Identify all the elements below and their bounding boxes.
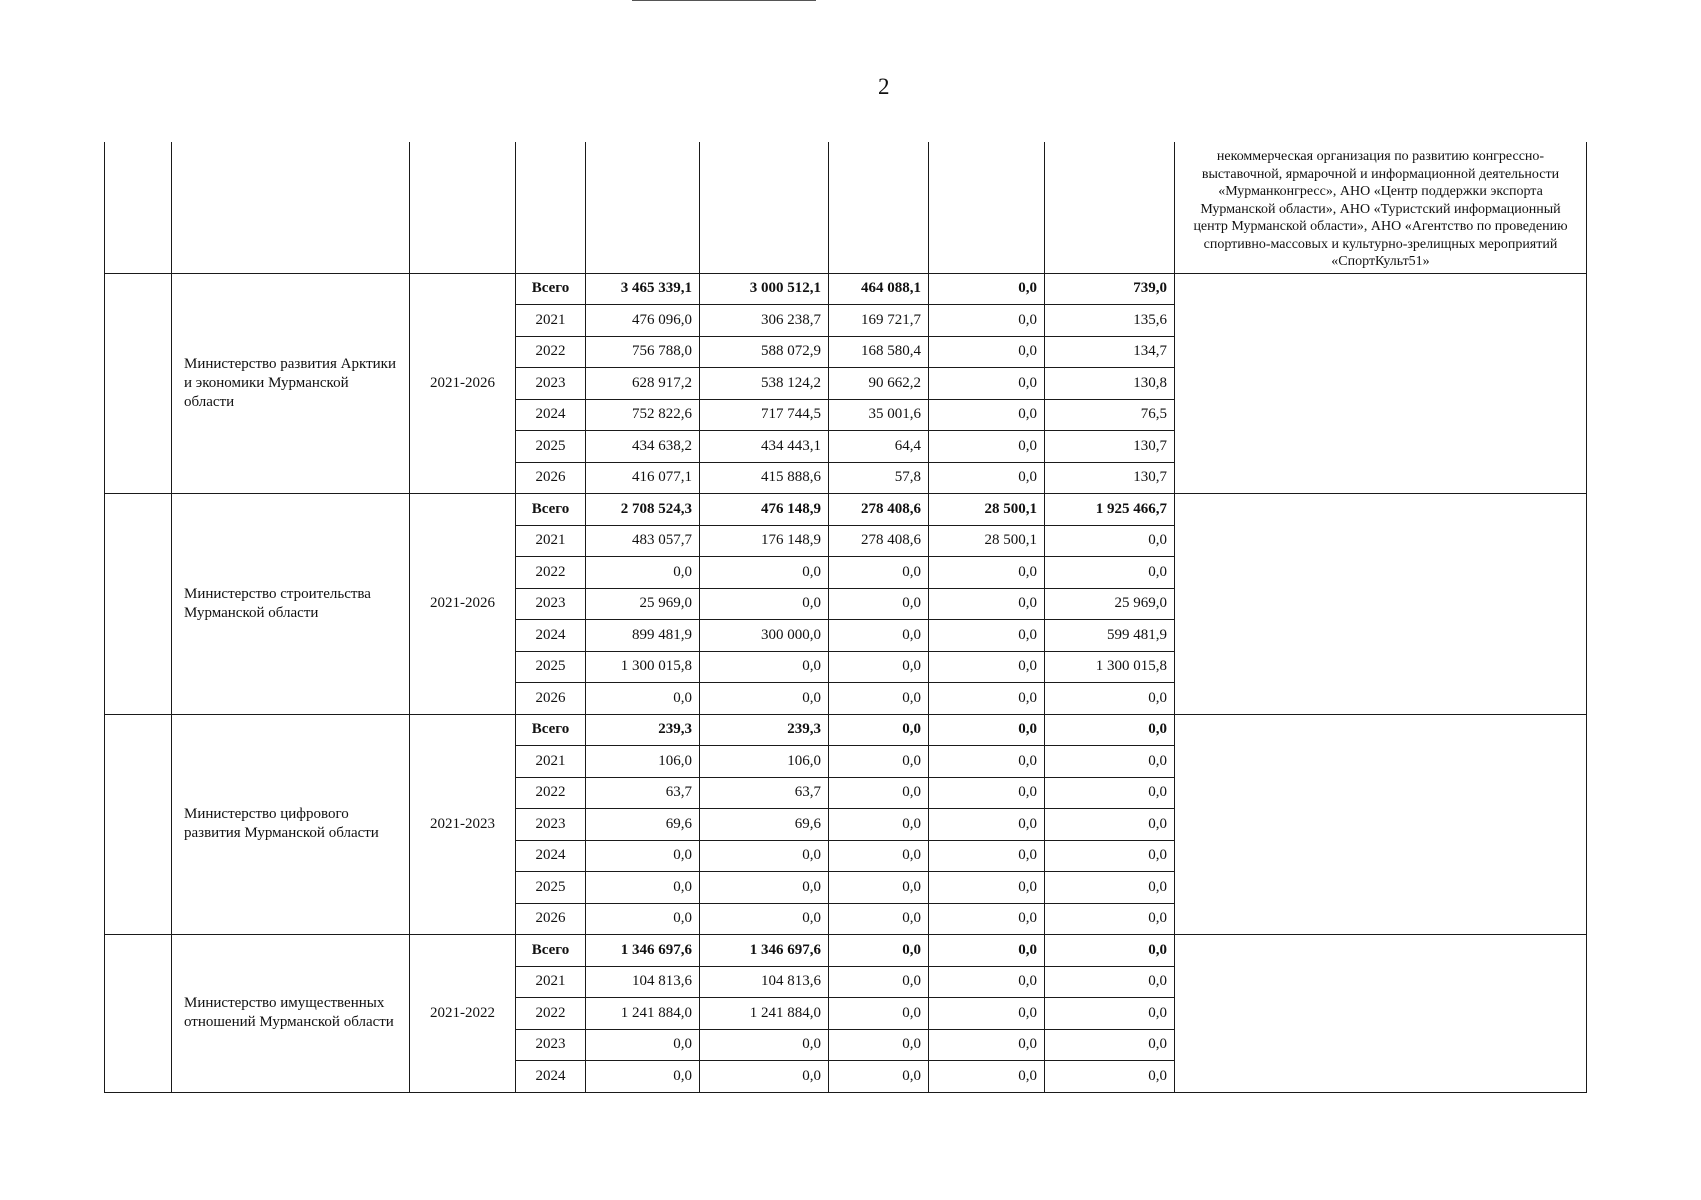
value-cell: 0,0 <box>1045 809 1175 841</box>
value-cell: 0,0 <box>929 683 1045 715</box>
agency-name: Министерство цифрового развития Мурманской области <box>172 714 410 935</box>
value-cell: 239,3 <box>700 714 829 746</box>
table-row <box>105 935 1587 967</box>
value-cell: 0,0 <box>829 966 929 998</box>
value-cell: 168 580,4 <box>829 336 929 368</box>
year-cell: 2022 <box>516 557 586 589</box>
value-cell: 3 000 512,1 <box>700 273 829 305</box>
executors-cell <box>1175 494 1587 715</box>
value-cell: 0,0 <box>1045 714 1175 746</box>
total-cell: 0,0 <box>586 1061 700 1093</box>
value-cell: 1 241 884,0 <box>700 998 829 1030</box>
total-cell: 0,0 <box>586 903 700 935</box>
total-cell: 0,0 <box>586 872 700 904</box>
total-cell: 0,0 <box>586 557 700 589</box>
value-cell: 64,4 <box>829 431 929 463</box>
value-cell: 0,0 <box>1045 557 1175 589</box>
value-cell: 0,0 <box>700 872 829 904</box>
value-cell: 0,0 <box>700 903 829 935</box>
value-cell: 0,0 <box>929 399 1045 431</box>
value-cell: 0,0 <box>829 903 929 935</box>
year-cell: 2025 <box>516 872 586 904</box>
value-cell: 0,0 <box>929 1061 1045 1093</box>
page-number: 2 <box>878 74 890 99</box>
value-cell: 599 481,9 <box>1045 620 1175 652</box>
value-cell: 0,0 <box>700 588 829 620</box>
value-cell: 0,0 <box>700 840 829 872</box>
implementation-period: 2021-2026 <box>410 273 516 494</box>
year-cell: 2021 <box>516 525 586 557</box>
table-row <box>105 494 1587 526</box>
value-cell: 0,0 <box>929 588 1045 620</box>
value-cell: 0,0 <box>929 431 1045 463</box>
year-cell: Всего <box>516 714 586 746</box>
executors-cell <box>1175 273 1587 494</box>
executors-cell <box>1175 714 1587 935</box>
value-cell: 130,8 <box>1045 368 1175 400</box>
value-cell: 69,6 <box>700 809 829 841</box>
value-cell: 0,0 <box>1045 998 1175 1030</box>
table-cell <box>172 142 410 273</box>
value-cell: 0,0 <box>829 714 929 746</box>
total-cell: 1 300 015,8 <box>586 651 700 683</box>
value-cell: 135,6 <box>1045 305 1175 337</box>
implementation-period: 2021-2026 <box>410 494 516 715</box>
total-cell: 476 096,0 <box>586 305 700 337</box>
year-cell: Всего <box>516 935 586 967</box>
value-cell: 538 124,2 <box>700 368 829 400</box>
total-cell: 0,0 <box>586 1029 700 1061</box>
value-cell: 1 925 466,7 <box>1045 494 1175 526</box>
total-cell: 69,6 <box>586 809 700 841</box>
row-number-cell <box>105 714 172 935</box>
top-rule-fragment <box>632 0 816 2</box>
value-cell: 300 000,0 <box>700 620 829 652</box>
value-cell: 0,0 <box>1045 935 1175 967</box>
value-cell: 169 721,7 <box>829 305 929 337</box>
executors-cell <box>1175 935 1587 1093</box>
value-cell: 0,0 <box>700 651 829 683</box>
total-cell: 25 969,0 <box>586 588 700 620</box>
table-row <box>105 714 1587 746</box>
total-cell: 2 708 524,3 <box>586 494 700 526</box>
value-cell: 1 346 697,6 <box>700 935 829 967</box>
value-cell: 0,0 <box>929 840 1045 872</box>
year-cell: 2024 <box>516 620 586 652</box>
value-cell: 0,0 <box>829 683 929 715</box>
value-cell: 28 500,1 <box>929 525 1045 557</box>
total-cell: 434 638,2 <box>586 431 700 463</box>
value-cell: 28 500,1 <box>929 494 1045 526</box>
value-cell: 278 408,6 <box>829 494 929 526</box>
table-cell <box>586 142 700 273</box>
implementation-period: 2021-2022 <box>410 935 516 1093</box>
total-cell: 899 481,9 <box>586 620 700 652</box>
total-cell: 416 077,1 <box>586 462 700 494</box>
value-cell: 0,0 <box>829 620 929 652</box>
value-cell: 0,0 <box>1045 746 1175 778</box>
table-cell <box>1045 142 1175 273</box>
table-body <box>105 142 1587 1092</box>
value-cell: 0,0 <box>829 1061 929 1093</box>
table-cell <box>700 142 829 273</box>
year-cell: 2024 <box>516 840 586 872</box>
year-cell: 2023 <box>516 1029 586 1061</box>
table-cell <box>829 142 929 273</box>
value-cell: 0,0 <box>929 935 1045 967</box>
value-cell: 0,0 <box>929 903 1045 935</box>
total-cell: 483 057,7 <box>586 525 700 557</box>
year-cell: 2022 <box>516 336 586 368</box>
value-cell: 0,0 <box>929 966 1045 998</box>
total-cell: 752 822,6 <box>586 399 700 431</box>
year-cell: 2021 <box>516 305 586 337</box>
value-cell: 0,0 <box>929 273 1045 305</box>
value-cell: 0,0 <box>829 872 929 904</box>
value-cell: 306 238,7 <box>700 305 829 337</box>
value-cell: 434 443,1 <box>700 431 829 463</box>
year-cell: 2022 <box>516 998 586 1030</box>
row-number-cell <box>105 935 172 1093</box>
table-cell <box>105 142 172 273</box>
value-cell: 0,0 <box>1045 525 1175 557</box>
row-number-cell <box>105 494 172 715</box>
value-cell: 0,0 <box>1045 683 1175 715</box>
year-cell: 2023 <box>516 368 586 400</box>
executors-continuation-text: некоммерческая организация по развитию конгрессно-выставочной, ярмарочной и информационной деятельности «Мурманконгресс», АНО «Центр поддержки экспорта Мурманской области», АНО «Туристский информационный центр Мурманской области», АНО «Агентство по проведению спортивно-массовых и культурно-зрелищных мероприятий «СпортКульт51» <box>1175 142 1587 273</box>
agency-name: Министерство строительства Мурманской области <box>172 494 410 715</box>
total-cell: 1 346 697,6 <box>586 935 700 967</box>
value-cell: 0,0 <box>929 462 1045 494</box>
value-cell: 0,0 <box>700 1029 829 1061</box>
value-cell: 1 300 015,8 <box>1045 651 1175 683</box>
value-cell: 415 888,6 <box>700 462 829 494</box>
year-cell: 2022 <box>516 777 586 809</box>
value-cell: 717 744,5 <box>700 399 829 431</box>
value-cell: 134,7 <box>1045 336 1175 368</box>
year-cell: 2025 <box>516 431 586 463</box>
value-cell: 0,0 <box>829 588 929 620</box>
budget-table <box>104 142 1587 1093</box>
value-cell: 0,0 <box>829 1029 929 1061</box>
value-cell: 0,0 <box>1045 1061 1175 1093</box>
value-cell: 0,0 <box>700 557 829 589</box>
total-cell: 0,0 <box>586 683 700 715</box>
value-cell: 464 088,1 <box>829 273 929 305</box>
value-cell: 0,0 <box>829 651 929 683</box>
agency-name: Министерство имущественных отношений Мурманской области <box>172 935 410 1093</box>
value-cell: 0,0 <box>1045 872 1175 904</box>
value-cell: 0,0 <box>929 620 1045 652</box>
value-cell: 0,0 <box>1045 1029 1175 1061</box>
value-cell: 35 001,6 <box>829 399 929 431</box>
value-cell: 0,0 <box>929 336 1045 368</box>
value-cell: 0,0 <box>829 998 929 1030</box>
value-cell: 0,0 <box>1045 966 1175 998</box>
value-cell: 63,7 <box>700 777 829 809</box>
value-cell: 0,0 <box>929 1029 1045 1061</box>
year-cell: Всего <box>516 273 586 305</box>
year-cell: 2021 <box>516 966 586 998</box>
value-cell: 0,0 <box>929 746 1045 778</box>
year-cell: 2023 <box>516 588 586 620</box>
year-cell: 2025 <box>516 651 586 683</box>
value-cell: 130,7 <box>1045 431 1175 463</box>
year-cell: Всего <box>516 494 586 526</box>
value-cell: 0,0 <box>829 809 929 841</box>
value-cell: 0,0 <box>929 998 1045 1030</box>
table-cell <box>516 142 586 273</box>
year-cell: 2024 <box>516 1061 586 1093</box>
total-cell: 756 788,0 <box>586 336 700 368</box>
implementation-period: 2021-2023 <box>410 714 516 935</box>
value-cell: 588 072,9 <box>700 336 829 368</box>
year-cell: 2026 <box>516 683 586 715</box>
year-cell: 2024 <box>516 399 586 431</box>
agency-name: Министерство развития Арктики и экономики Мурманской области <box>172 273 410 494</box>
value-cell: 0,0 <box>929 777 1045 809</box>
value-cell: 104 813,6 <box>700 966 829 998</box>
value-cell: 0,0 <box>929 557 1045 589</box>
total-cell: 239,3 <box>586 714 700 746</box>
value-cell: 176 148,9 <box>700 525 829 557</box>
value-cell: 0,0 <box>1045 777 1175 809</box>
value-cell: 0,0 <box>1045 903 1175 935</box>
value-cell: 739,0 <box>1045 273 1175 305</box>
value-cell: 0,0 <box>829 557 929 589</box>
value-cell: 57,8 <box>829 462 929 494</box>
value-cell: 0,0 <box>700 683 829 715</box>
value-cell: 0,0 <box>829 935 929 967</box>
table-cell <box>410 142 516 273</box>
total-cell: 3 465 339,1 <box>586 273 700 305</box>
continuation-row <box>105 142 1587 273</box>
year-cell: 2026 <box>516 462 586 494</box>
row-number-cell <box>105 273 172 494</box>
total-cell: 63,7 <box>586 777 700 809</box>
value-cell: 0,0 <box>1045 840 1175 872</box>
value-cell: 90 662,2 <box>829 368 929 400</box>
value-cell: 130,7 <box>1045 462 1175 494</box>
value-cell: 0,0 <box>929 305 1045 337</box>
total-cell: 106,0 <box>586 746 700 778</box>
total-cell: 628 917,2 <box>586 368 700 400</box>
value-cell: 0,0 <box>929 872 1045 904</box>
value-cell: 106,0 <box>700 746 829 778</box>
value-cell: 0,0 <box>829 777 929 809</box>
value-cell: 0,0 <box>929 714 1045 746</box>
year-cell: 2021 <box>516 746 586 778</box>
table-cell <box>929 142 1045 273</box>
value-cell: 0,0 <box>929 368 1045 400</box>
value-cell: 76,5 <box>1045 399 1175 431</box>
value-cell: 278 408,6 <box>829 525 929 557</box>
total-cell: 0,0 <box>586 840 700 872</box>
value-cell: 476 148,9 <box>700 494 829 526</box>
value-cell: 0,0 <box>829 840 929 872</box>
value-cell: 25 969,0 <box>1045 588 1175 620</box>
value-cell: 0,0 <box>929 809 1045 841</box>
year-cell: 2023 <box>516 809 586 841</box>
total-cell: 1 241 884,0 <box>586 998 700 1030</box>
value-cell: 0,0 <box>829 746 929 778</box>
total-cell: 104 813,6 <box>586 966 700 998</box>
value-cell: 0,0 <box>929 651 1045 683</box>
table-row <box>105 273 1587 305</box>
value-cell: 0,0 <box>700 1061 829 1093</box>
year-cell: 2026 <box>516 903 586 935</box>
